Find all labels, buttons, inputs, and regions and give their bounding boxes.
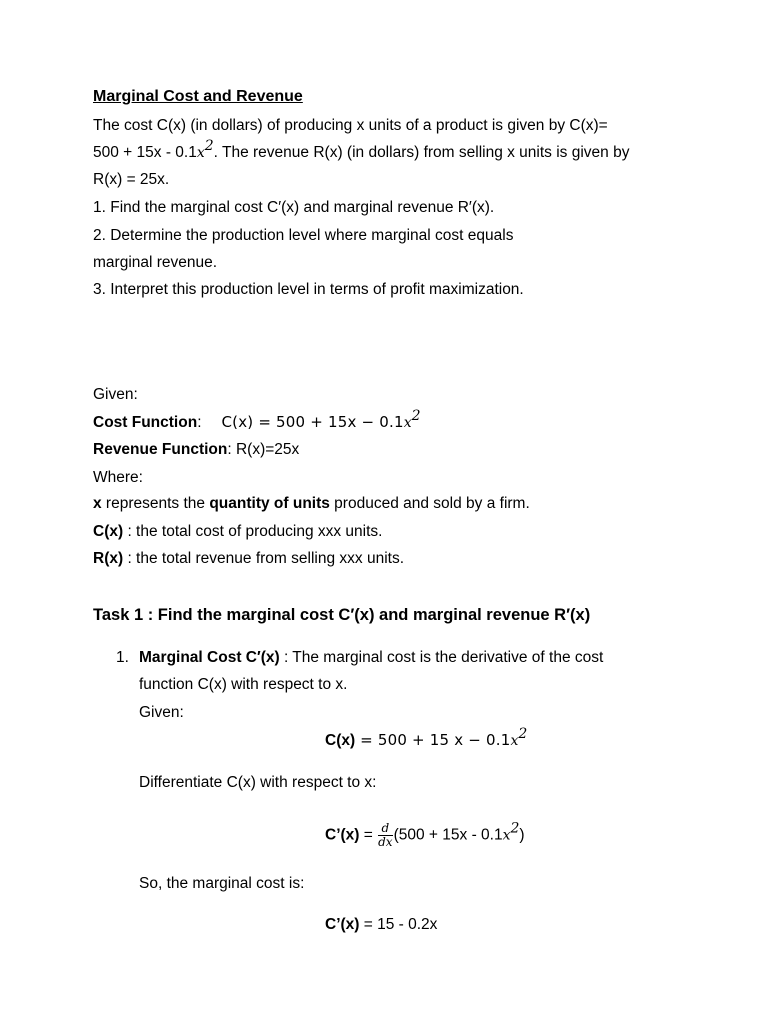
marginal-cost-text-1: : The marginal cost is the derivative of the cost	[279, 649, 604, 666]
cost-function-label: Cost Function	[93, 414, 198, 431]
intro-line-2-a: 500 + 15x - 0.1	[93, 144, 197, 161]
cost-function-colon: :	[197, 414, 202, 431]
c-text: : the total cost of producing xxx units.	[123, 523, 383, 540]
equation-cost	[325, 726, 528, 751]
equation-derivative-exp: 2	[510, 820, 520, 837]
equation-derivative-expr: (500 + 15x - 0.1	[393, 826, 503, 844]
question-1: 1. Find the marginal cost C′(x) and marginal revenue R′(x).	[93, 199, 495, 216]
revenue-function-expr: : R(x)=25x	[227, 441, 300, 458]
so-text: So, the marginal cost is:	[139, 875, 305, 892]
task-given: Given:	[139, 704, 184, 721]
x-label: x	[93, 495, 102, 512]
c-definition	[93, 522, 382, 542]
r-definition	[93, 549, 404, 569]
equation-derivative-eq: =	[359, 826, 378, 844]
x-text-1: represents the	[101, 495, 210, 512]
equation-marginal-cost	[325, 915, 437, 935]
equation-marginal-cost-expr: = 15 - 0.2x	[359, 916, 438, 933]
marginal-cost-item	[139, 648, 603, 668]
r-label: R(x)	[93, 550, 124, 567]
revenue-function-label: Revenue Function	[93, 441, 228, 458]
equation-marginal-cost-label: C’(x)	[325, 916, 360, 933]
intro-var: x	[196, 145, 205, 161]
cost-function-line	[93, 408, 421, 433]
equation-cost-expr: = 500 + 15 x − 0.1	[355, 731, 511, 749]
r-text: : the total revenue from selling xxx units.	[123, 550, 404, 567]
marginal-cost-label: Marginal Cost C′(x)	[139, 649, 280, 666]
c-label: C(x)	[93, 523, 124, 540]
where-heading: Where:	[93, 469, 143, 486]
equation-derivative	[325, 822, 525, 849]
intro-line-2-b: . The revenue R(x) (in dollars) from selling x units is given by	[213, 144, 630, 161]
question-3: 3. Interpret this production level in terms of profit maximization.	[93, 281, 524, 298]
question-2a: 2. Determine the production level where marginal cost equals	[93, 227, 514, 244]
equation-derivative-close: )	[519, 826, 525, 844]
intro-line-3: R(x) = 25x.	[93, 171, 170, 188]
differentiate-text: Differentiate C(x) with respect to x:	[139, 774, 377, 791]
fraction-denominator: dx	[378, 835, 393, 849]
intro-line-2	[93, 138, 630, 163]
list-number: 1.	[116, 649, 129, 666]
equation-cost-label: C(x)	[325, 732, 356, 749]
equation-derivative-label: C’(x)	[325, 826, 360, 844]
task-1-heading: Task 1 : Find the marginal cost C′(x) and marginal revenue R′(x)	[93, 606, 591, 624]
derivative-fraction	[378, 822, 392, 849]
cost-function-expr: C(x) = 500 + 15x − 0.1	[221, 413, 404, 431]
cost-function-var: x	[403, 415, 412, 431]
intro-line-1: The cost C(x) (in dollars) of producing x units of a product is given by C(x)=	[93, 117, 608, 134]
fraction-numerator: d	[378, 822, 392, 836]
revenue-function-line	[93, 440, 299, 460]
intro-exp: 2	[204, 138, 214, 154]
page-title: Marginal Cost and Revenue	[93, 88, 303, 105]
x-bold: quantity of units	[209, 495, 330, 512]
equation-derivative-var: x	[502, 827, 511, 844]
given-heading: Given:	[93, 386, 138, 403]
x-definition	[93, 494, 530, 514]
equation-cost-exp: 2	[518, 726, 528, 742]
marginal-cost-text-2: function C(x) with respect to x.	[139, 676, 348, 693]
cost-function-exp: 2	[411, 408, 421, 424]
question-2b: marginal revenue.	[93, 254, 218, 271]
equation-cost-var: x	[510, 733, 519, 749]
x-text-2: produced and sold by a firm.	[329, 495, 530, 512]
